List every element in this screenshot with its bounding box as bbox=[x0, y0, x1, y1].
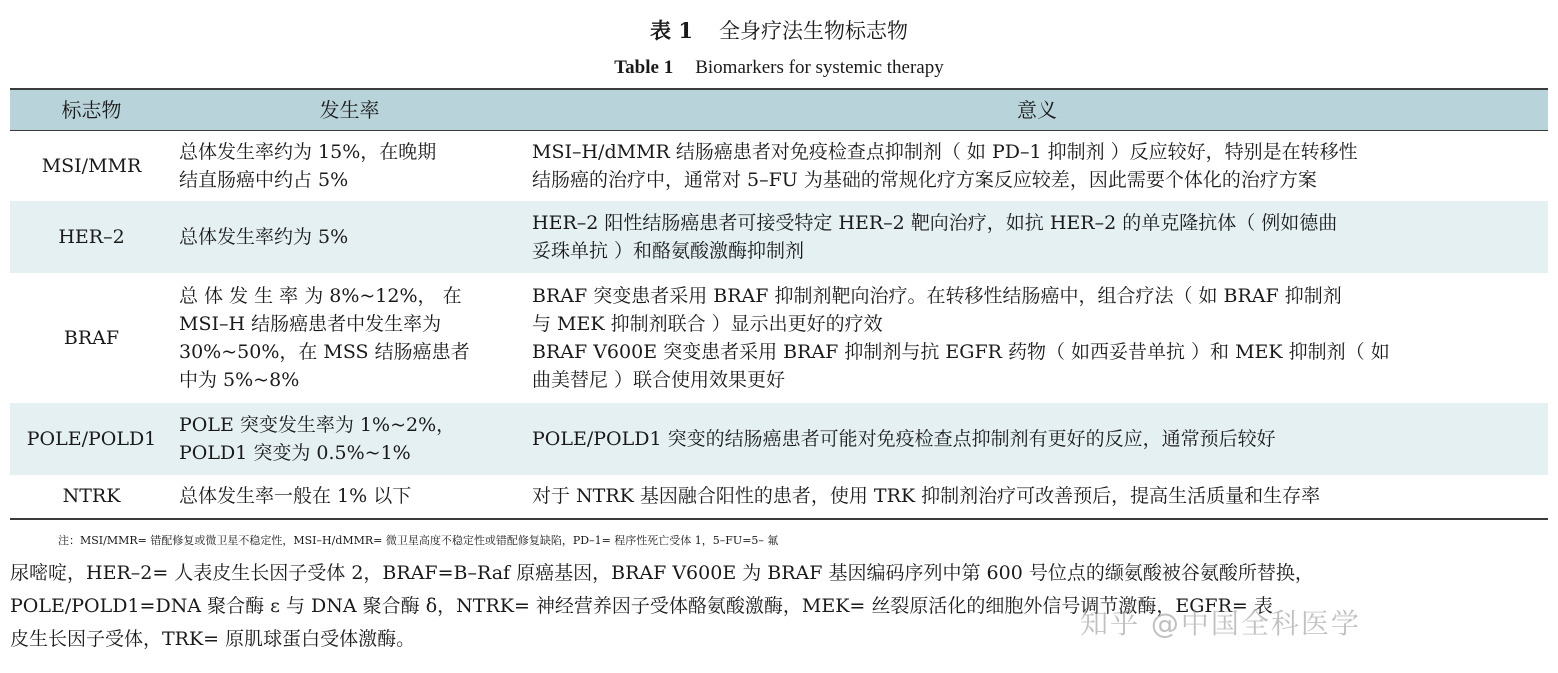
header-incidence: 发生率 bbox=[173, 89, 526, 131]
significance-line: 与 MEK 抑制剂联合 ）显示出更好的疗效 bbox=[532, 312, 883, 335]
significance-line: BRAF V600E 突变患者采用 BRAF 抑制剂与抗 EGFR 药物（ 如西妥昔单抗 ）和 MEK 抑制剂（ 如 bbox=[532, 340, 1390, 363]
caption-cn-label: 表 1 bbox=[650, 18, 693, 43]
row-marker: BRAF bbox=[63, 326, 120, 349]
row-incidence bbox=[173, 201, 526, 273]
caption-cn-title: 全身疗法生物标志物 bbox=[718, 19, 908, 43]
significance-line: 结肠癌的治疗中，通常对 5–FU 为基础的常规化疗方案反应较差，因此需要个体化的治疗方案 bbox=[532, 168, 1317, 191]
row-incidence bbox=[173, 131, 526, 201]
incidence-line: 总体发生率约为 15%，在晚期 bbox=[179, 140, 437, 163]
table-row bbox=[10, 201, 1548, 273]
incidence-line: 总 体 发 生 率 为 8%~12%， 在 bbox=[179, 284, 462, 307]
row-significance bbox=[526, 131, 1548, 201]
table-caption-cn bbox=[0, 16, 1558, 46]
incidence-line: 中为 5%~8% bbox=[179, 368, 300, 391]
incidence-line: 总体发生率一般在 1% 以下 bbox=[179, 485, 412, 507]
incidence-line: POLD1 突变为 0.5%~1% bbox=[179, 441, 411, 464]
row-significance bbox=[526, 475, 1548, 519]
table-row bbox=[10, 475, 1548, 519]
significance-line: 曲美替尼 ）联合使用效果更好 bbox=[532, 368, 786, 391]
table-caption-en bbox=[0, 55, 1558, 81]
header-marker: 标志物 bbox=[10, 89, 173, 131]
incidence-line: 结直肠癌中约占 5% bbox=[179, 168, 349, 191]
caption-en-title: Biomarkers for systemic therapy bbox=[695, 57, 944, 78]
row-significance bbox=[526, 403, 1548, 475]
row-marker: HER–2 bbox=[10, 201, 173, 273]
significance-line: 妥珠单抗 ）和酪氨酸激酶抑制剂 bbox=[532, 239, 805, 262]
significance-line: BRAF 突变患者采用 BRAF 抑制剂靶向治疗。在转移性结肠癌中，组合疗法（ 如 BRAF 抑制剂 bbox=[532, 284, 1342, 307]
incidence-line: POLE 突变发生率为 1%~2%， bbox=[179, 413, 456, 436]
header-significance: 意义 bbox=[526, 89, 1548, 131]
footnote-line: 尿嘧啶，HER–2= 人表皮生长因子受体 2，BRAF=B–Raf 原癌基因，BRAF V600E 为 BRAF 基因编码序列中第 600 号位点的缬氨酸被谷氨酸所替换， bbox=[10, 562, 1314, 584]
row-incidence bbox=[173, 273, 526, 403]
row-significance bbox=[526, 201, 1548, 273]
caption-en-label: Table 1 bbox=[614, 57, 674, 78]
table-row bbox=[10, 273, 1548, 403]
incidence-line: 30%~50%，在 MSS 结肠癌患者 bbox=[179, 340, 470, 363]
row-incidence bbox=[173, 475, 526, 519]
table-row bbox=[10, 131, 1548, 201]
significance-line: POLE/POLD1 突变的结肠癌患者可能对免疫检查点抑制剂有更好的反应，通常预后较好 bbox=[532, 427, 1276, 450]
biomarker-table bbox=[10, 88, 1548, 520]
row-incidence bbox=[173, 403, 526, 475]
row-significance bbox=[526, 273, 1548, 403]
footnote-line: 皮生长因子受体，TRK= 原肌球蛋白受体激酶。 bbox=[10, 628, 416, 650]
significance-line: HER–2 阳性结肠癌患者可接受特定 HER–2 靶向治疗，如抗 HER–2 的单克隆抗体（ 例如德曲 bbox=[532, 211, 1338, 234]
significance-line: MSI–H/dMMR 结肠癌患者对免疫检查点抑制剂（ 如 PD–1 抑制剂 ）反应较好，特别是在转移性 bbox=[532, 140, 1358, 163]
table-header-row bbox=[10, 89, 1548, 131]
table-row bbox=[10, 403, 1548, 475]
incidence-line: 总体发生率约为 5% bbox=[179, 225, 349, 248]
row-marker: POLE/POLD1 bbox=[10, 403, 173, 475]
incidence-line: MSI–H 结肠癌患者中发生率为 bbox=[179, 312, 442, 335]
row-marker: NTRK bbox=[10, 475, 173, 519]
footnote-line: POLE/POLD1=DNA 聚合酶 ε 与 DNA 聚合酶 δ，NTRK= 神经营养因子受体酪氨酸激酶，MEK= 丝裂原活化的细胞外信号调节激酶，EGFR= 表 bbox=[10, 595, 1273, 617]
significance-line: 对于 NTRK 基因融合阳性的患者，使用 TRK 抑制剂治疗可改善预后，提高生活质量和生存率 bbox=[532, 485, 1321, 507]
row-marker: MSI/MMR bbox=[41, 154, 142, 177]
footnote-line: 注：MSI/MMR= 错配修复或微卫星不稳定性，MSI–H/dMMR= 微卫星高度不稳定性或错配修复缺陷，PD–1= 程序性死亡受体 1，5–FU=5– 氟 bbox=[58, 534, 779, 547]
watermark: 知乎 @中国全科医学 bbox=[1080, 607, 1361, 640]
